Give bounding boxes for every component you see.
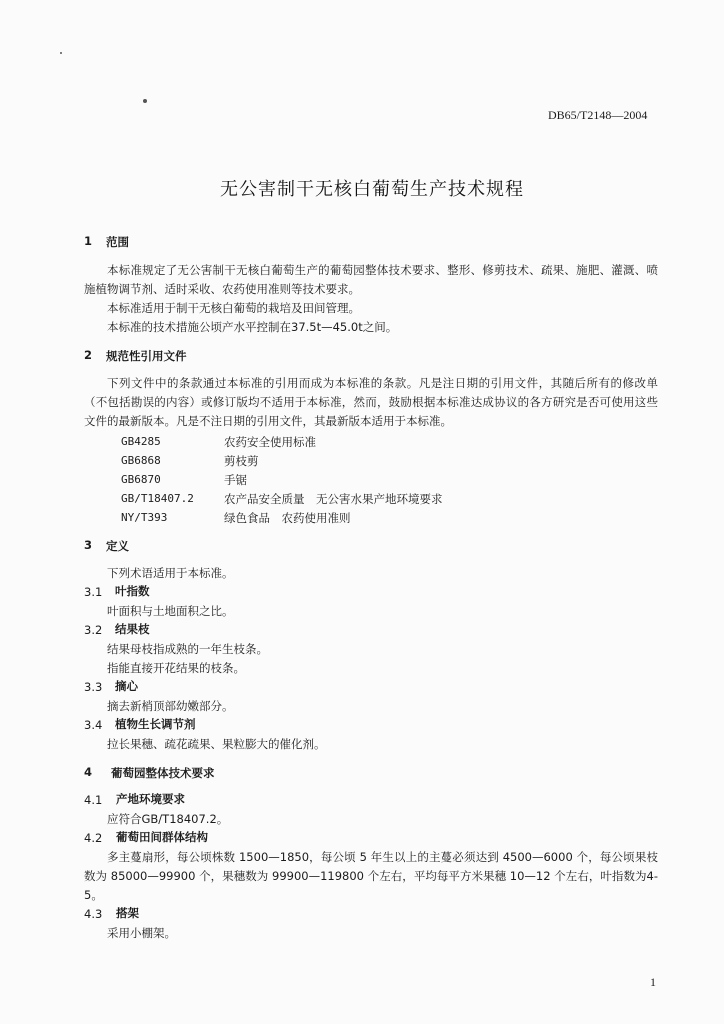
subsection-number: 4.1 [84,793,103,807]
section-2-paragraph-1: 下列文件中的条款通过本标准的引用而成为本标准的条款。凡是注日期的引用文件，其随后所有的修改单（不包括勘误的内容）或修订版均不适用于本标准，然而，鼓励根据本标准达成协议的各方研究是否可使用这些文件的最新版本。凡是不注日期的引用文件，其最新版本适用于本标准。 [84,376,658,428]
section-1-number: 1 [84,234,93,248]
section-3-heading: 定义 [106,539,129,553]
section-4-heading: 葡萄园整体技术要求 [111,766,215,780]
section-4-number: 4 [84,765,93,779]
reference-title: 农产品安全质量 无公害水果产地环境要求 [224,492,443,506]
term-name: 结果枝 [115,622,150,636]
reference-title: 剪枝剪 [224,454,259,468]
document-number: DB65/T2148—2004 [548,108,648,122]
section-3-number: 3 [84,538,93,552]
reference-code: GB6868 [121,454,161,467]
subsection-heading: 产地环境要求 [116,792,185,806]
reference-code: NY/T393 [121,511,168,524]
term-definition: 叶面积与土地面积之比。 [107,604,234,618]
term-name: 摘心 [115,679,138,693]
section-3-intro: 下列术语适用于本标准。 [107,566,234,580]
term-definition: 结果母枝指成熟的一年生枝条。 [107,642,268,656]
section-1-paragraph-2: 本标准适用于制干无核白葡萄的栽培及田间管理。 [107,301,360,315]
term-name: 植物生长调节剂 [115,717,196,731]
term-number: 3.2 [84,623,103,637]
page-number: 1 [650,975,656,989]
scan-speck [143,99,147,103]
section-1-paragraph-3: 本标准的技术措施公顷产水平控制在37.5t—45.0t之间。 [107,320,398,334]
term-definition: 拉长果穗、疏花疏果、果粒膨大的催化剂。 [107,737,326,751]
subsection-number: 4.2 [84,831,103,845]
reference-title: 绿色食品 农药使用准则 [224,511,351,525]
section-2-number: 2 [84,348,93,362]
subsection-heading: 葡萄田间群体结构 [116,830,208,844]
scan-speck [60,52,62,54]
section-1-heading: 范围 [106,235,129,249]
term-number: 3.4 [84,718,103,732]
subsection-text: 应符合GB/T18407.2。 [107,812,229,826]
term-definition: 指能直接开花结果的枝条。 [107,661,245,675]
term-number: 3.3 [84,680,103,694]
term-number: 3.1 [84,585,103,599]
term-name: 叶指数 [115,584,150,598]
subsection-number: 4.3 [84,907,103,921]
reference-title: 手锯 [224,473,247,487]
reference-code: GB/T18407.2 [121,492,194,505]
reference-title: 农药安全使用标准 [224,435,316,449]
subsection-text: 采用小棚架。 [107,926,176,940]
document-title: 无公害制干无核白葡萄生产技术规程 [220,179,524,200]
term-definition: 摘去新梢顶部幼嫩部分。 [107,699,234,713]
subsection-text: 多主蔓扇形，每公顷株数 1500—1850，每公顷 5 年生以上的主蔓必须达到 4500—6000 个，每公顷果枝数为 85000—99900 个，果穗数为 99900—119800 个左右，平均每平方米果穗 10—12 个左右，叶指数为4-5。 [84,850,658,902]
section-2-heading: 规范性引用文件 [106,349,187,363]
section-1-paragraph-1: 本标准规定了无公害制干无核白葡萄生产的葡萄园整体技术要求、整形、修剪技术、疏果、施肥、灌溉、喷施植物调节剂、适时采收、农药使用准则等技术要求。 [84,263,658,296]
reference-code: GB4285 [121,435,161,448]
reference-code: GB6870 [121,473,161,486]
subsection-heading: 搭架 [116,906,139,920]
